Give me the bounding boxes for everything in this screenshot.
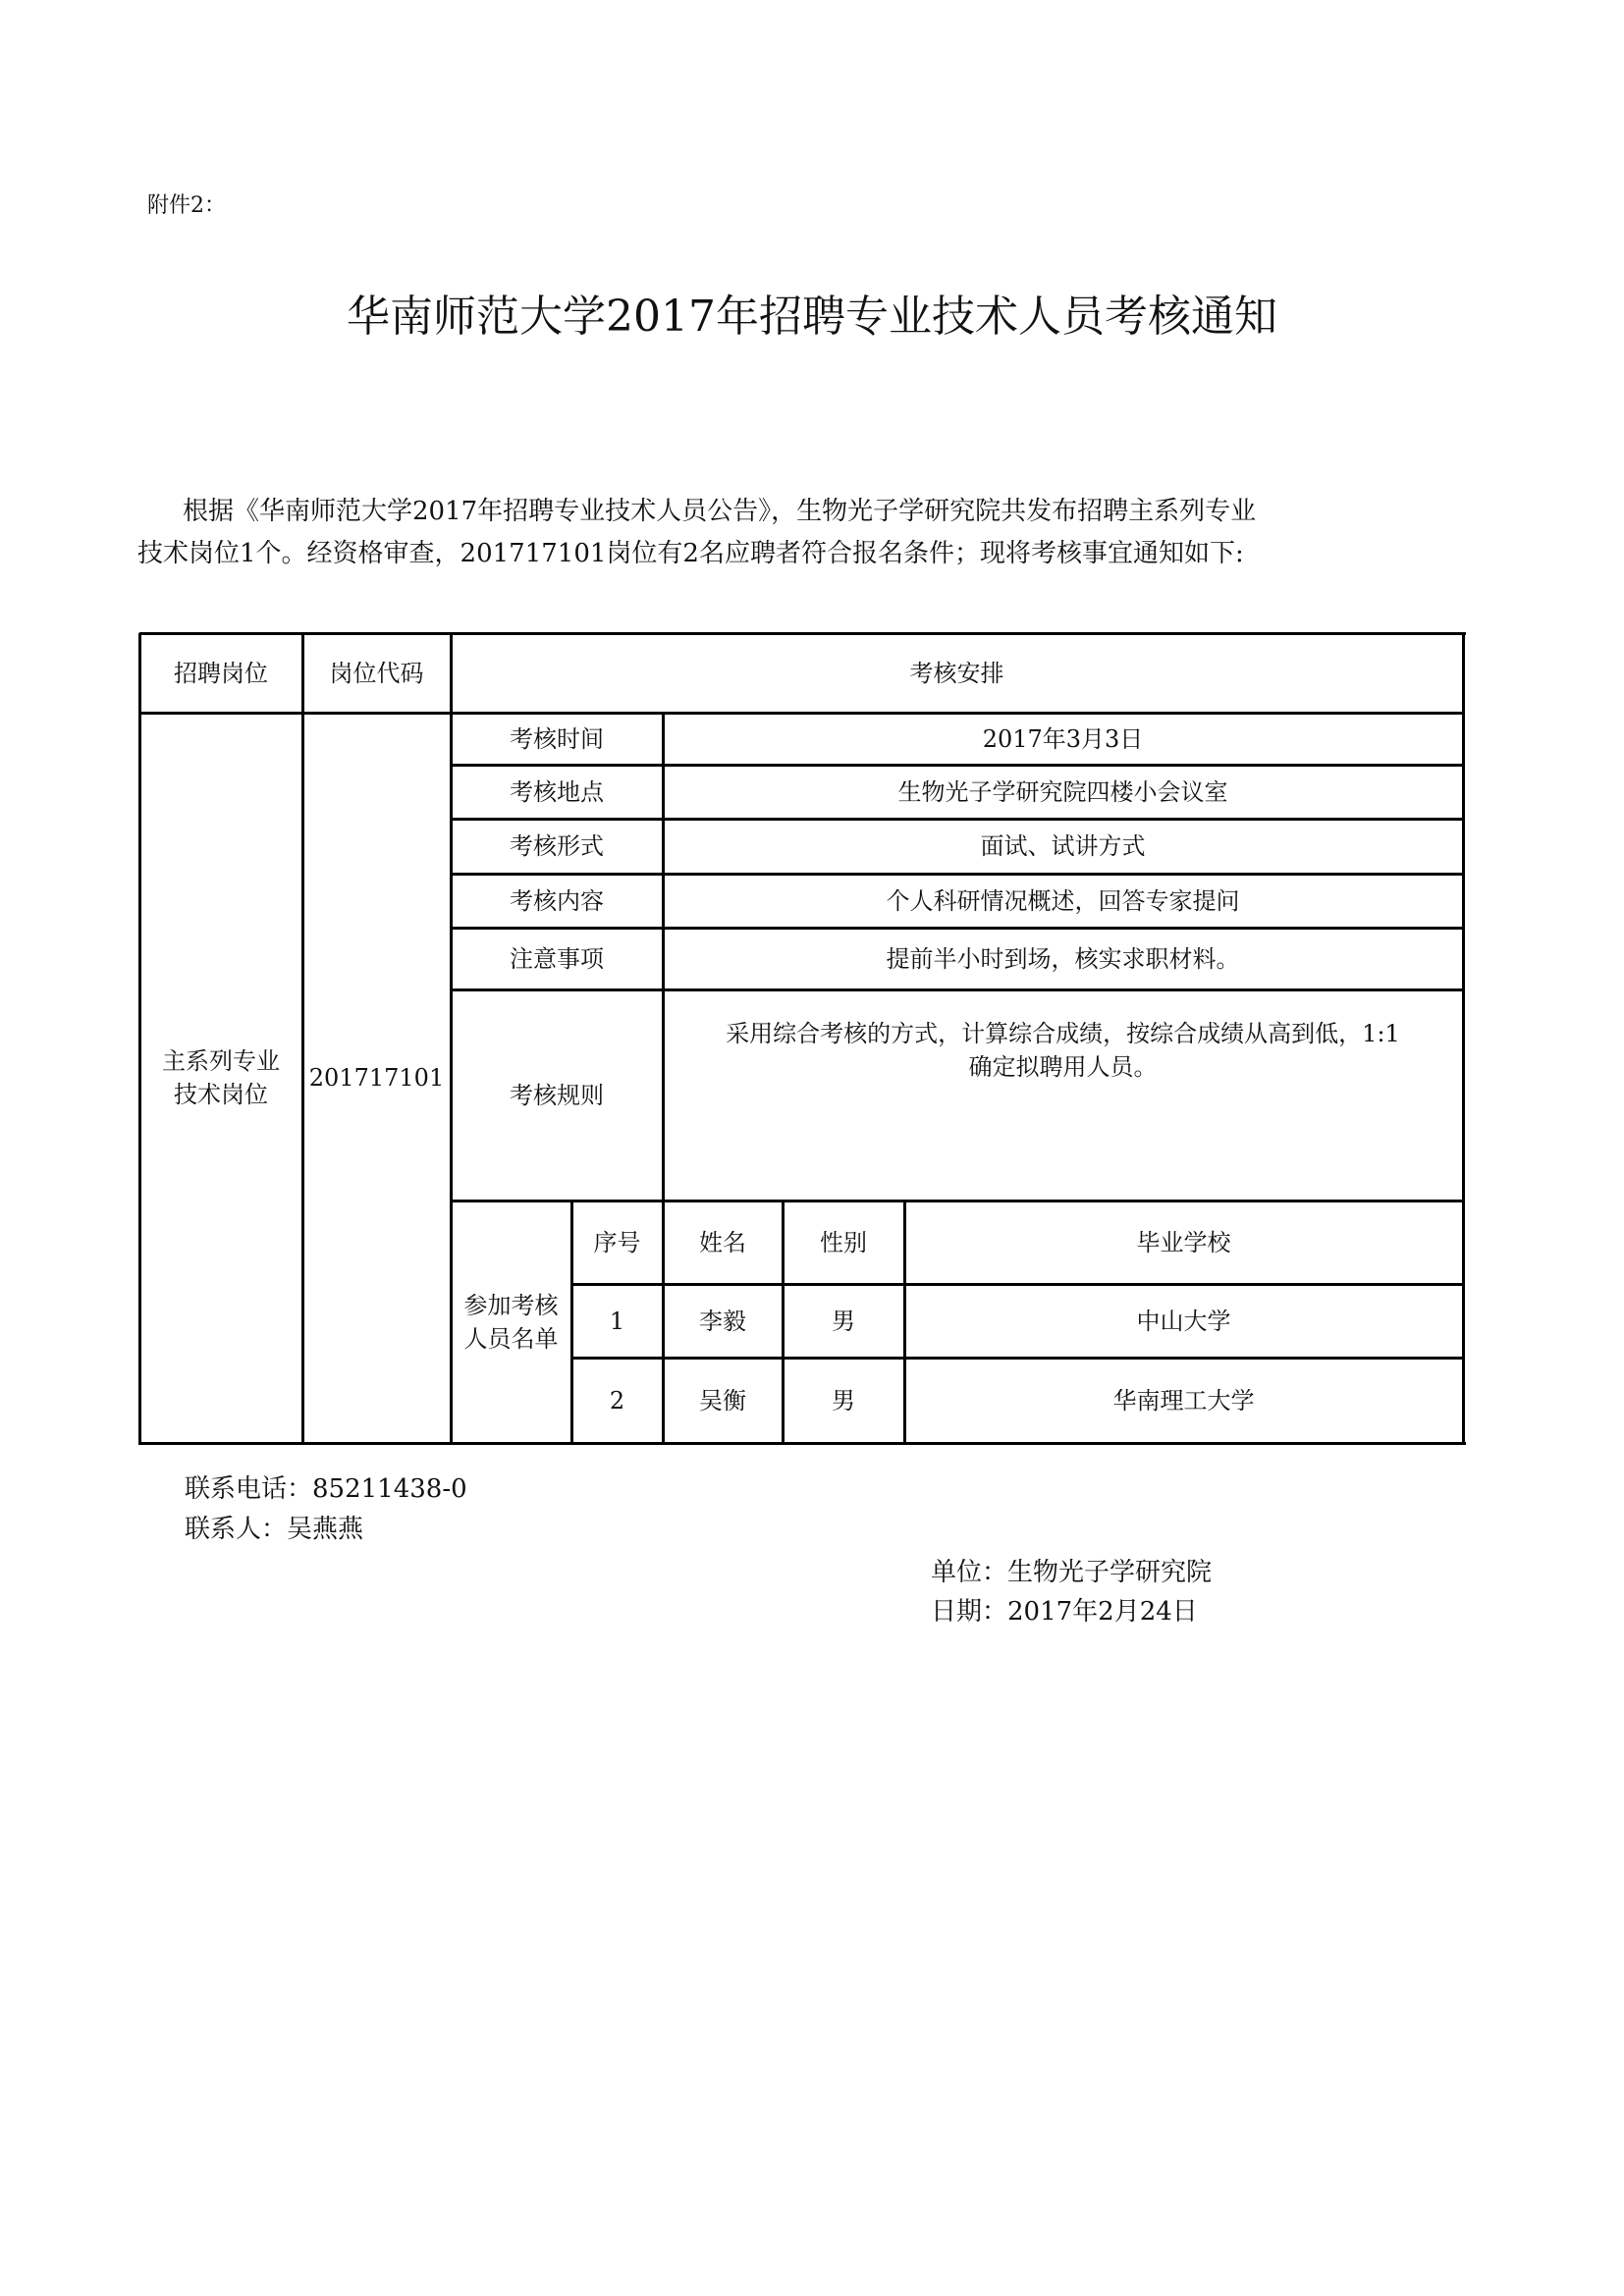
attachment-label: 附件2： xyxy=(147,193,226,218)
divider xyxy=(570,1201,573,1443)
header-position: 招聘岗位 xyxy=(174,659,268,687)
header-code: 岗位代码 xyxy=(329,659,424,687)
divider xyxy=(451,1200,1463,1202)
row2-school: 华南理工大学 xyxy=(1112,1386,1255,1415)
row2-no: 2 xyxy=(609,1386,625,1415)
page-title: 华南师范大学2017年招聘专业技术人员考核通知 xyxy=(347,292,1277,342)
position-code: 201717101 xyxy=(308,1064,445,1092)
value-format: 面试、试讲方式 xyxy=(980,832,1146,860)
divider xyxy=(451,764,1463,767)
row1-gender: 男 xyxy=(832,1307,855,1335)
row1-no: 1 xyxy=(609,1307,625,1335)
table-border-top xyxy=(139,632,1466,635)
contact-person: 联系人：吴燕燕 xyxy=(185,1515,364,1544)
divider xyxy=(301,633,304,1443)
issue-date: 日期：2017年2月24日 xyxy=(931,1597,1198,1627)
participants-label: 参加考核 人员名单 xyxy=(463,1291,559,1353)
intro-line-1: 根据《华南师范大学2017年招聘专业技术人员公告》，生物光子学研究院共发布招聘主系列专业 xyxy=(183,497,1257,526)
label-time: 考核时间 xyxy=(510,724,604,753)
col-school: 毕业学校 xyxy=(1136,1228,1231,1256)
assessment-table xyxy=(139,633,1463,1443)
row2-name: 吴衡 xyxy=(699,1386,746,1415)
divider xyxy=(450,633,453,1443)
row1-name: 李毅 xyxy=(699,1307,746,1335)
label-format: 考核形式 xyxy=(510,832,604,860)
label-content: 考核内容 xyxy=(510,886,604,915)
col-name: 姓名 xyxy=(699,1228,746,1256)
value-location: 生物光子学研究院四楼小会议室 xyxy=(897,777,1228,806)
issuing-unit: 单位：生物光子学研究院 xyxy=(931,1558,1213,1587)
value-rules: 采用综合考核的方式，计算综合成绩，按综合成绩从高到低，1:1 确定拟聘用人员。 xyxy=(726,1020,1400,1081)
divider xyxy=(451,873,1463,876)
value-notes: 提前半小时到场，核实求职材料。 xyxy=(886,944,1240,973)
divider xyxy=(903,1201,906,1443)
intro-line-2: 技术岗位1个。经资格审查，201717101岗位有2名应聘者符合报名条件；现将考核事宜通知如下: xyxy=(137,539,1244,568)
col-no: 序号 xyxy=(593,1228,641,1256)
contact-phone: 联系电话：85211438-0 xyxy=(185,1474,467,1504)
row2-gender: 男 xyxy=(832,1386,855,1415)
table-border-right xyxy=(1462,633,1465,1445)
divider xyxy=(782,1201,785,1443)
divider xyxy=(662,713,665,1201)
value-content: 个人科研情况概述，回答专家提问 xyxy=(886,886,1240,915)
divider xyxy=(571,1357,1463,1360)
header-arrangement: 考核安排 xyxy=(909,659,1004,687)
table-border-left xyxy=(138,633,141,1445)
table-border-bottom xyxy=(139,1442,1466,1445)
row1-school: 中山大学 xyxy=(1136,1307,1231,1335)
divider xyxy=(662,1201,665,1443)
position-name: 主系列专业 技术岗位 xyxy=(162,1047,280,1108)
label-rules: 考核规则 xyxy=(510,1081,604,1109)
divider xyxy=(451,988,1463,991)
divider xyxy=(571,1283,1463,1286)
divider xyxy=(139,712,1463,715)
label-location: 考核地点 xyxy=(510,777,604,806)
col-gender: 性别 xyxy=(820,1228,867,1256)
divider xyxy=(451,818,1463,821)
value-time: 2017年3月3日 xyxy=(982,724,1144,753)
intro-paragraph xyxy=(137,491,1463,575)
divider xyxy=(451,927,1463,930)
label-notes: 注意事项 xyxy=(510,944,604,973)
